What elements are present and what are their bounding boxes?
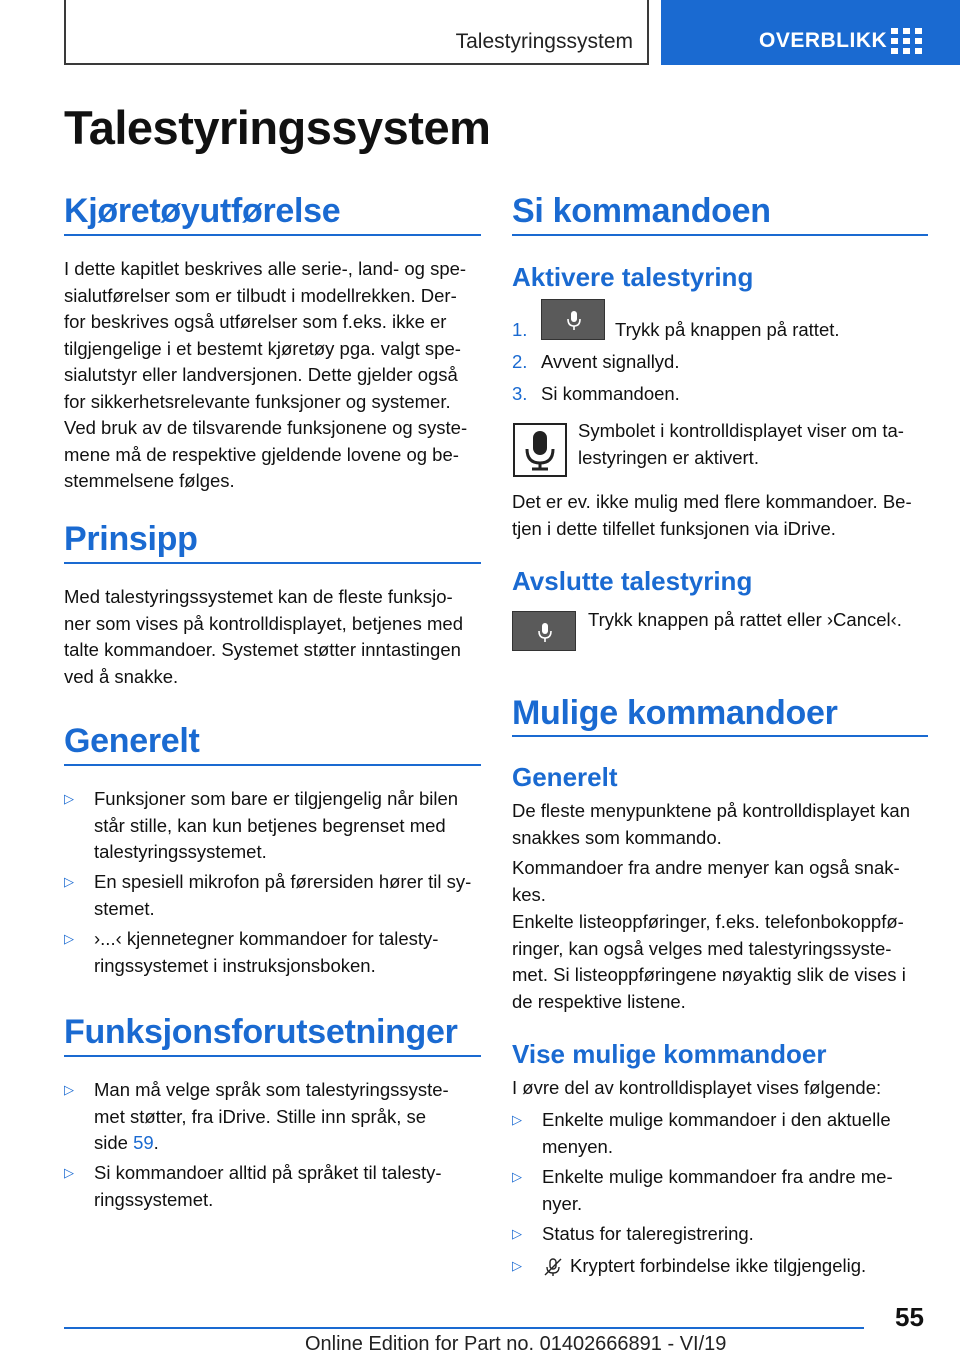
- step-number: 1.: [512, 319, 528, 340]
- heading-mulige-kommandoer: Mulige kommandoer: [512, 694, 838, 732]
- page-title: Talestyringssystem: [64, 101, 491, 154]
- text-line: met støtter, fra iDrive. Stille inn språk, se: [94, 1105, 427, 1127]
- steering-voice-button-icon: [541, 299, 605, 340]
- text-line: [94, 1130, 449, 1157]
- header-section-title: Talestyringssystem: [455, 30, 633, 53]
- text-line: Det er ev. ikke mulig med flere kommandoer. Be-: [512, 491, 912, 512]
- text-line: sialutførelser som er tilbudt i modellrekken. Der-: [64, 284, 457, 306]
- text-line: Ved bruk av de tilsvarende funksjonene og syste-: [64, 417, 468, 438]
- overview-label: OVERBLIKK: [759, 29, 888, 52]
- text-line: Kommandoer fra andre menyer kan også snak-: [512, 857, 900, 878]
- symbol-description: [578, 418, 904, 471]
- text-line: Funksjoner som bare er tilgjengelig når bilen: [94, 788, 459, 809]
- triangle-bullet-icon: ▷: [512, 1169, 522, 1184]
- page-link[interactable]: 59: [133, 1132, 154, 1153]
- text-line: kes.: [512, 883, 546, 905]
- triangle-bullet-icon: ▷: [512, 1258, 522, 1273]
- heading-rule: [64, 764, 481, 766]
- text-line: Status for taleregistrering.: [542, 1223, 754, 1244]
- text-line: nyer.: [542, 1192, 583, 1214]
- heading-generelt: Generelt: [64, 722, 200, 760]
- text-line: Enkelte listeoppføringer, f.eks. telefonbokoppfø-: [512, 911, 904, 932]
- heading-generelt-right: Generelt: [512, 762, 618, 792]
- text-line: talte kommandoer. Systemet støtter inntastingen: [64, 639, 461, 660]
- text-fragment: side: [94, 1132, 134, 1153]
- step-text: Trykk på knappen på rattet.: [615, 319, 840, 340]
- heading-rule: [64, 562, 481, 564]
- paragraph-intro: I øvre del av kontrolldisplayet vises følgende:: [512, 1077, 882, 1098]
- text-line: sialutstyr eller landversjonen. Dette gjelder også: [64, 364, 458, 385]
- paragraph-note: [512, 489, 928, 542]
- header-section-box: [64, 0, 649, 65]
- text-line: mene må de respektive gjeldende lovene og be-: [64, 443, 459, 465]
- heading-aktivere-talestyring: Aktivere talestyring: [512, 262, 754, 292]
- text-line: Enkelte mulige kommandoer i den aktuelle: [542, 1109, 891, 1130]
- heading-rule: [512, 234, 928, 236]
- paragraph-kjoretoyutforelse: [64, 256, 481, 495]
- heading-si-kommandoen: Si kommandoen: [512, 192, 771, 230]
- triangle-bullet-icon: ▷: [64, 1165, 74, 1180]
- text-line: for beskrives også utførelser som f.eks. ikke er: [64, 311, 447, 332]
- heading-prinsipp: Prinsipp: [64, 520, 198, 558]
- paragraph: [512, 909, 928, 1015]
- heading-funksjonsforutsetninger: Funksjonsforutsetninger: [64, 1013, 458, 1051]
- triangle-bullet-icon: ▷: [64, 1082, 74, 1097]
- text-line: met. Si listeoppføringene nøyaktig slik de vises i: [512, 964, 906, 985]
- text-line: stemet.: [94, 897, 155, 919]
- text-line: stemmelsene følges.: [64, 470, 235, 491]
- text-line: ner som vises på kontrolldisplayet, betjenes med: [64, 612, 463, 634]
- crossed-microphone-icon: [542, 1256, 564, 1286]
- text-line: ringer, kan også velges med talestyringssyste-: [512, 937, 892, 959]
- triangle-bullet-icon: ▷: [64, 791, 74, 806]
- text-line: tilgjengelige i et bestemt kjøretøy pga. valgt spe-: [64, 337, 461, 359]
- overview-button[interactable]: [661, 0, 960, 65]
- paragraph: [512, 855, 928, 908]
- text-line: ›...‹ kjennetegner kommandoer for talesty-: [94, 928, 439, 949]
- text-line: Si kommandoer alltid på språket til talesty-: [94, 1162, 442, 1183]
- text-line: Symbolet i kontrolldisplayet viser om ta-: [578, 420, 904, 441]
- heading-vise-mulige-kommandoer: Vise mulige kommandoer: [512, 1039, 827, 1069]
- text-line: Kryptert forbindelse ikke tilgjengelig.: [570, 1255, 867, 1276]
- text-fragment: .: [153, 1132, 159, 1153]
- page-number: 55: [895, 1302, 924, 1332]
- text-line: ved å snakke.: [64, 665, 179, 687]
- triangle-bullet-icon: ▷: [512, 1226, 522, 1241]
- triangle-bullet-icon: ▷: [512, 1112, 522, 1127]
- text-line: I dette kapitlet beskrives alle serie-, land- og spe-: [64, 258, 467, 279]
- footer-rule: [64, 1327, 864, 1329]
- paragraph-avslutte: Trykk knappen på rattet eller ›Cancel‹.: [588, 609, 902, 630]
- text-line: Man må velge språk som talestyringssyste-: [94, 1079, 449, 1100]
- paragraph-prinsipp: [64, 584, 481, 690]
- text-line: lestyringen er aktivert.: [578, 446, 759, 468]
- heading-avslutte-talestyring: Avslutte talestyring: [512, 566, 753, 596]
- voice-active-symbol-icon: [513, 423, 567, 477]
- text-line: menyen.: [542, 1135, 613, 1157]
- text-line: talestyringssystemet.: [94, 841, 267, 862]
- heading-rule: [512, 735, 928, 737]
- heading-kjoretoyutforelse: Kjøretøyutførelse: [64, 192, 341, 230]
- text-line: for sikkerhetsrelevante funksjoner og systemer.: [64, 390, 451, 412]
- step-number: 2.: [512, 351, 528, 372]
- text-line: En spesiell mikrofon på førersiden hører til sy-: [94, 871, 472, 892]
- step-text: Avvent signallyd.: [541, 351, 680, 372]
- text-line: ringssystemet i instruksjonsboken.: [94, 954, 376, 976]
- text-line: Enkelte mulige kommandoer fra andre me-: [542, 1166, 893, 1187]
- text-line: tjen i dette tilfellet funksjonen via iDrive.: [512, 517, 836, 539]
- text-line: ringssystemet.: [94, 1188, 214, 1210]
- step-number: 3.: [512, 383, 528, 404]
- text-line: De fleste menypunktene på kontrolldisplayet kan: [512, 800, 910, 821]
- triangle-bullet-icon: ▷: [64, 874, 74, 889]
- text-line: Med talestyringssystemet kan de fleste funksjo-: [64, 586, 453, 607]
- heading-rule: [64, 234, 481, 236]
- text-line: står stille, kan kun betjenes begrenset med: [94, 814, 446, 836]
- text-line: snakkes som kommando.: [512, 826, 722, 848]
- paragraph: [512, 798, 928, 851]
- heading-rule: [64, 1055, 481, 1057]
- text-line: de respektive listene.: [512, 990, 686, 1012]
- grid-icon: [891, 28, 923, 54]
- step-text: Si kommandoen.: [541, 383, 680, 404]
- footer-edition: Online Edition for Part no. 01402666891 - VI/19: [305, 1333, 727, 1355]
- triangle-bullet-icon: ▷: [64, 931, 74, 946]
- steering-voice-button-icon: [512, 611, 576, 651]
